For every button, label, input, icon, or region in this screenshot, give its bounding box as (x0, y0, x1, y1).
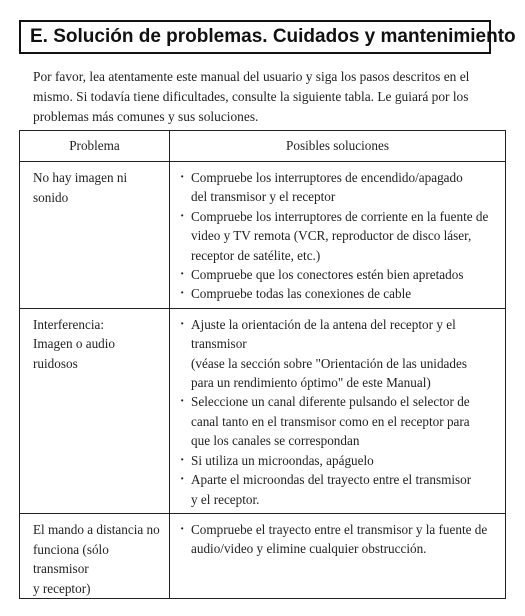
problem-cell (20, 308, 170, 513)
intro-paragraph (33, 67, 498, 127)
solution-item: · Aparte el microondas del trayecto entre el transmisor (180, 470, 501, 489)
section-title: E. Solución de problemas. Cuidados y mantenimiento (19, 20, 491, 54)
solution-item-continued: transmisor (191, 336, 247, 352)
solution-item-continued: audio/video y elimine cualquier obstrucción. (191, 541, 427, 557)
problem-text: funciona (sólo transmisor (33, 541, 109, 577)
solution-item: · Compruebe el trayecto entre el transmisor y la fuente de (180, 520, 501, 539)
table-row (20, 162, 506, 309)
solution-item-continued: y el receptor. (191, 491, 260, 507)
solution-item: · Ajuste la orientación de la antena del receptor y el (180, 315, 501, 334)
solutions-cell (170, 308, 506, 513)
solution-item: · Compruebe los interruptores de corriente en la fuente de (180, 207, 501, 226)
solution-item-continued: receptor de satélite, etc.) (191, 247, 321, 263)
header-solutions: Posibles soluciones (170, 131, 506, 162)
problem-text: El mando a distancia no (33, 521, 160, 537)
solutions-cell (170, 513, 506, 598)
table-row (20, 513, 506, 598)
intro-line: mismo. Si todavía tiene dificultades, consulte la siguiente tabla. Le guiará por los (33, 89, 469, 104)
table-header-row (20, 131, 506, 162)
solutions-cell (170, 162, 506, 309)
troubleshooting-table (19, 130, 506, 599)
header-problem: Problema (20, 131, 170, 162)
solution-item-continued: canal tanto en el transmisor como en el receptor para (191, 413, 470, 429)
solution-item-continued: (véase la sección sobre "Orientación de las unidades (191, 355, 467, 371)
problem-text: y receptor) (33, 580, 91, 596)
table-row (20, 308, 506, 513)
solution-item-continued: del transmisor y el receptor (191, 189, 336, 205)
solution-item: · Compruebe que los conectores estén bien apretados (180, 265, 501, 284)
problem-text: Interferencia: (33, 316, 105, 332)
problem-cell (20, 513, 170, 598)
problem-text: Imagen o audio ruidosos (33, 336, 116, 372)
problem-cell (20, 162, 170, 309)
problem-text: No hay imagen ni sonido (33, 170, 128, 205)
solution-item-continued: video y TV remota (VCR, reproductor de disco láser, (191, 228, 472, 244)
solution-item: · Si utiliza un microondas, apáguelo (180, 451, 501, 470)
solution-item: · Compruebe todas las conexiones de cable (180, 284, 501, 303)
solution-item-continued: para un rendimiento óptimo" de este Manual) (191, 375, 431, 391)
solution-item-continued: que los canales se correspondan (191, 433, 360, 449)
intro-line: problemas más comunes y sus soluciones. (33, 109, 259, 124)
intro-line: Por favor, lea atentamente este manual del usuario y siga los pasos descritos en el (33, 69, 470, 84)
solution-item: · Seleccione un canal diferente pulsando el selector de (180, 392, 501, 411)
solution-item: · Compruebe los interruptores de encendido/apagado (180, 168, 501, 187)
